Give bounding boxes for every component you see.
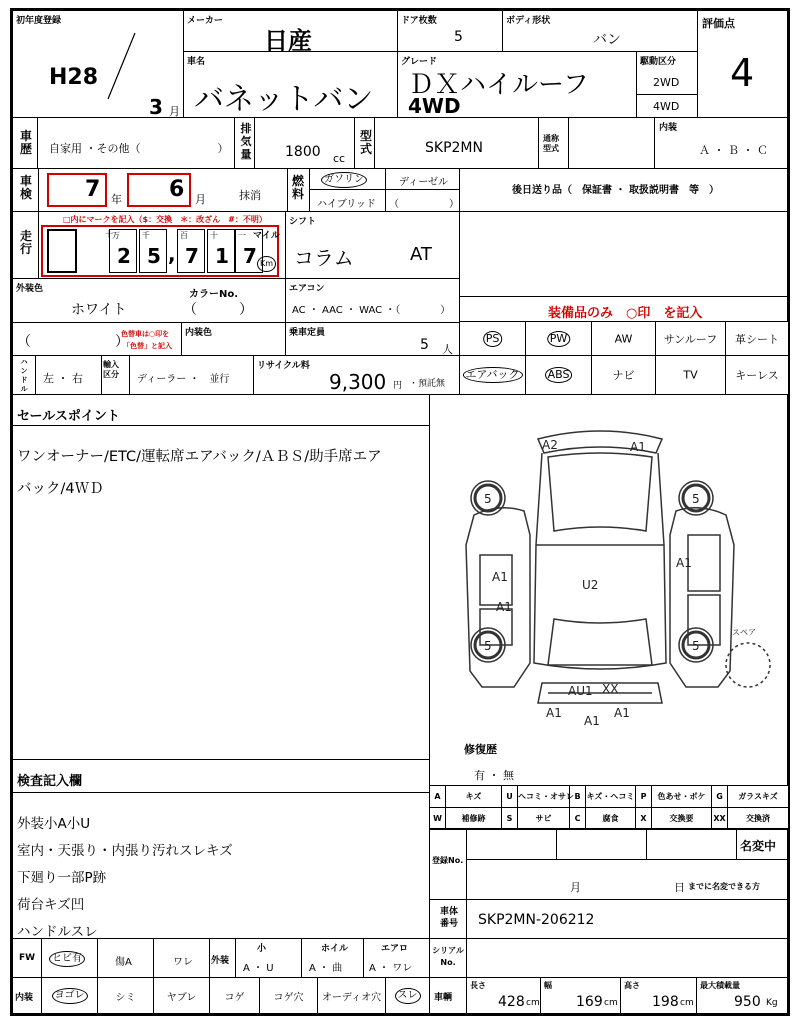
interior-color-row (12, 322, 286, 356)
exterior-color-cell (12, 278, 286, 323)
serial-cell (429, 938, 788, 978)
aircon-cell (285, 278, 460, 323)
fw-crack: ヒビ有 (49, 951, 85, 967)
mileage-digit: 1 (215, 244, 229, 268)
equipment-label: PW (547, 331, 571, 347)
equipment-title: 装備品のみ ○印 を記入 (548, 306, 703, 321)
wheel-label: ホイル (321, 944, 349, 954)
check-note-line: ハンドルスレ (17, 924, 98, 940)
import-label: 輸入 区分 (103, 360, 119, 379)
damage-mark: A1 (496, 600, 512, 614)
repair-history-label: 修復歴 (464, 743, 497, 756)
equipment-cell (459, 321, 526, 356)
doors-label: ドア枚数 (401, 16, 437, 26)
damage-mark: A1 (614, 706, 630, 720)
equipment-cell (591, 321, 656, 356)
score-value: 4 (730, 51, 755, 95)
repair-history-value: 有 ・ 無 (474, 769, 514, 782)
mileage-digit: 5 (147, 244, 161, 268)
check-note-line: 室内・天張り・内張り汚れスレキズ (17, 843, 233, 859)
ext-small-label: 小 (257, 944, 267, 954)
wheel-items: A ・ 曲 (309, 963, 343, 974)
load-value: 950 (734, 994, 761, 1010)
check-note-line: 外装小A小U (17, 816, 91, 832)
length-value: 428 (498, 994, 525, 1010)
color-no-value: （ ） (183, 302, 253, 318)
auction-sheet (10, 8, 790, 1016)
interior-damage-cell (41, 978, 97, 1013)
equipment-cell (655, 321, 726, 356)
fuel-hybrid: ハイブリッド (317, 199, 376, 210)
import-value: ディーラー ・ 並行 (137, 374, 230, 385)
check-note-line: 下廻り一部P跡 (17, 870, 107, 886)
equipment-label: 革シート (735, 332, 779, 346)
interior-damage-cell (209, 978, 259, 1013)
equipment-cell (591, 355, 656, 395)
handle-side: 左 ・ 右 (43, 372, 83, 385)
mileage-digit: 7 (243, 244, 257, 268)
registration-era-year: H28 (49, 65, 99, 90)
damage-mark: A1 (676, 556, 692, 570)
damage-diagram-section (429, 394, 788, 786)
inspection-cancel: 抹消 (239, 189, 261, 202)
doors-cell (397, 10, 503, 52)
shift-label: シフト (289, 217, 317, 227)
drive-divider (637, 94, 697, 95)
equipment-label: ナビ (612, 369, 635, 382)
legend-desc: 腐食 (585, 807, 636, 830)
registration-section (429, 828, 788, 900)
length-unit: cm (526, 998, 540, 1008)
car-name-cell (183, 51, 398, 118)
score-label: 評価点 (702, 17, 735, 30)
handle-row (12, 355, 460, 395)
interior-color-label: 内装色 (185, 328, 213, 338)
damage-mark: XX (602, 682, 619, 696)
inspection-year: 7 (85, 177, 101, 202)
equipment-cell (459, 355, 526, 395)
check-note-line: 荷台キズ凹 (17, 897, 85, 913)
model-value: SKP2MN (425, 140, 483, 156)
exterior-color-label: 外装色 (16, 284, 44, 294)
car-diagram (430, 395, 787, 735)
inspection-month: 6 (169, 177, 185, 202)
month-unit: 月 (169, 105, 180, 118)
equipment-label: ABS (545, 367, 573, 383)
mileage-unit-label: 千 (142, 231, 150, 240)
mile-label: マイル (253, 231, 280, 241)
recycle-unit: 円 (393, 381, 403, 391)
maker-label: メーカー (187, 16, 223, 26)
body-cell (502, 10, 698, 52)
aircon-value: AC ・ AAC ・ WAC ・（ ） (292, 305, 451, 316)
legend-code: C (569, 807, 586, 830)
displacement-value: 1800 (285, 144, 321, 160)
mileage-unit-label: 万 (112, 231, 120, 240)
sales-point-section (12, 394, 430, 760)
equipment-cell (655, 355, 726, 395)
history-row (12, 117, 788, 169)
drive-label: 駆動区分 (640, 57, 677, 67)
interior-grade-label: 内装 (659, 123, 678, 133)
mileage-comma: , (168, 242, 176, 266)
vehicle-size-row (429, 977, 788, 1014)
mileage-digit-box (207, 229, 235, 273)
ext-label: 外装 (211, 956, 230, 966)
documents-cell (459, 168, 788, 212)
displacement-label: 排 気 量 (240, 122, 252, 161)
mileage-label: 走 行 (19, 229, 32, 256)
capacity-label: 乗車定員 (289, 328, 326, 338)
sales-point-line2: バック/4ＷＤ (17, 481, 104, 497)
aircon-label: エアコン (289, 284, 325, 294)
vin-label: 車体 番号 (439, 907, 458, 929)
mileage-unit-label: 百 (180, 231, 188, 240)
mileage-digit: 7 (185, 244, 199, 268)
doors-value: 5 (454, 29, 463, 45)
height-value: 198 (652, 994, 679, 1010)
ext-small-items: A ・ U (243, 963, 274, 974)
size-label: 車輌 (434, 993, 453, 1003)
mileage-digit: 2 (117, 244, 131, 268)
damage-mark: U2 (582, 578, 599, 592)
first-registration-label: 初年度登録 (16, 16, 62, 26)
legend-code: W (429, 807, 446, 830)
registration-label: 登録No. (432, 856, 464, 865)
right-blank-cell (459, 211, 788, 297)
fw-scratch: 傷A (115, 957, 132, 968)
inspection-month-unit: 月 (195, 193, 206, 206)
color-change-paren: （ ） (17, 334, 129, 350)
fw-row (12, 938, 430, 978)
interior-damage-label: ヤブレ (166, 992, 197, 1003)
fuel-other: （ ） (389, 199, 459, 210)
legend-desc: キズ (445, 785, 502, 808)
damage-legend (429, 785, 788, 829)
interior-damage-label: コゲ (224, 992, 245, 1003)
transmission-value: AT (410, 244, 432, 265)
spare-label: スペア (732, 628, 756, 637)
model-label: 型 式 (359, 129, 372, 156)
interior-damage-cell (259, 978, 317, 1013)
vin-section (429, 899, 788, 939)
equipment-label: サンルーフ (663, 332, 718, 346)
damage-mark: 5 (484, 639, 492, 653)
first-registration-cell (12, 10, 184, 118)
damage-mark: 5 (692, 639, 700, 653)
documents-text: 後日送り品（ 保証書 ・ 取扱説明書 等 ） (512, 185, 719, 196)
body-value: バン (593, 32, 621, 48)
legend-desc: 交換要 (651, 807, 712, 830)
car-name-value: バネットバン (194, 82, 374, 117)
maker-cell (183, 10, 398, 55)
interior-damage-row (12, 977, 430, 1014)
registration-day-label: 日 (674, 881, 685, 894)
km-label: Km (257, 256, 276, 272)
mileage-row (12, 211, 286, 279)
capacity-unit: 人 (442, 343, 453, 356)
damage-mark: A2 (542, 438, 558, 452)
interior-damage-cell (97, 978, 153, 1013)
history-label: 車 歴 (19, 129, 32, 156)
check-notes-section (12, 759, 430, 939)
interior-damage-label: コゲ穴 (273, 992, 304, 1003)
fw-broken: ワレ (173, 957, 193, 968)
load-unit: Kg (766, 998, 778, 1008)
damage-mark: 5 (484, 492, 492, 506)
fw-label: FW (19, 953, 36, 963)
score-cell (697, 10, 788, 118)
equipment-label: PS (483, 331, 503, 347)
interior-damage-cell (317, 978, 385, 1013)
width-label: 幅 (544, 981, 552, 990)
name-change-label: 名変中 (740, 839, 777, 853)
legend-desc: 色あせ・ボケ (651, 785, 712, 808)
mileage-prefix-box (47, 229, 77, 273)
body-label: ボディ形状 (506, 16, 551, 26)
damage-mark: A1 (584, 714, 600, 728)
int-label: 内装 (15, 993, 34, 1003)
equipment-cell (525, 321, 592, 356)
legend-code: A (429, 785, 446, 808)
recycle-value: 9,300 (329, 370, 387, 394)
interior-damage-label: ヨゴレ (52, 988, 88, 1004)
grade-line1: ＤＸハイルーフ (408, 70, 589, 100)
capacity-value: 5 (420, 337, 429, 353)
common-model-label: 通称 型式 (543, 134, 559, 153)
damage-mark: A1 (546, 706, 562, 720)
height-label: 高さ (624, 981, 640, 990)
legend-code: U (501, 785, 518, 808)
equipment-label: TV (683, 368, 698, 382)
inspection-label: 車 検 (19, 174, 32, 201)
legend-code: S (501, 807, 518, 830)
legend-desc: ヘコミ・オサレ (517, 785, 570, 808)
equipment-label: エアバック (462, 367, 522, 383)
handle-label: ハ ン ド ル (20, 358, 28, 393)
legend-desc: 補修跡 (445, 807, 502, 830)
equipment-cell (725, 321, 789, 356)
registration-deadline: までに名変できる方 (688, 882, 760, 891)
damage-mark: 5 (692, 492, 700, 506)
vin-value: SKP2MN-206212 (478, 912, 595, 928)
fuel-diesel: ディーゼル (399, 177, 448, 188)
mileage-unit-label: 一 (238, 231, 246, 240)
displacement-unit: cc (333, 152, 346, 165)
inspection-year-unit: 年 (111, 193, 122, 206)
width-value: 169 (576, 994, 603, 1010)
interior-damage-cell (385, 978, 429, 1013)
grade-line2: 4WD (408, 94, 461, 118)
fuel-label: 燃 料 (291, 174, 304, 201)
drive-cell (636, 51, 698, 118)
capacity-cell (285, 322, 460, 356)
interior-damage-label: スレ (395, 988, 421, 1004)
legend-desc: キズ・ヘコミ (585, 785, 636, 808)
mileage-digit-box (177, 229, 205, 273)
legend-code: X (635, 807, 652, 830)
drive-4wd: 4WD (653, 100, 680, 113)
damage-mark: A1 (630, 440, 646, 454)
sales-point-label: セールスポイント (17, 409, 120, 424)
inspection-row (12, 168, 460, 212)
interior-damage-label: オーディオ穴 (321, 992, 382, 1003)
load-label: 最大積載量 (700, 981, 740, 990)
recycle-label: リサイクル料 (257, 361, 310, 371)
width-unit: cm (604, 998, 618, 1008)
legend-code: XX (711, 807, 728, 830)
color-change-note2: 「色替」と記入 (123, 342, 172, 350)
mileage-digit-box (109, 229, 137, 273)
interior-damage-cell (153, 978, 209, 1013)
recycle-deposit: ・預託無 (409, 379, 446, 389)
mileage-unit-label: 十 (210, 231, 218, 240)
equipment-cell (725, 355, 789, 395)
aero-items: A ・ ワレ (369, 963, 413, 974)
mileage-unit-label: 十 (105, 230, 113, 239)
sales-point-line1: ワンオーナー/ETC/運転席エアバック/ＡＢＳ/助手席エア (17, 449, 382, 465)
interior-damage-label: シミ (115, 992, 136, 1003)
equipment-title-cell (459, 296, 788, 322)
fuel-gasoline: ガソリン (321, 172, 367, 188)
registration-month: 3 (149, 95, 163, 119)
color-no-label: カラーNo. (189, 289, 239, 300)
legend-code: B (569, 785, 586, 808)
interior-grade-value: Ａ ・ Ｂ ・ Ｃ (699, 144, 768, 157)
legend-desc: 交換済 (727, 807, 789, 830)
mileage-digit-box (139, 229, 167, 273)
check-notes-label: 検査記入欄 (17, 774, 83, 789)
length-label: 長さ (470, 981, 486, 990)
legend-desc: ガラスキズ (727, 785, 789, 808)
damage-mark: A1 (492, 570, 508, 584)
exterior-color-value: ホワイト (71, 302, 127, 318)
legend-desc: サビ (517, 807, 570, 830)
car-name-label: 車名 (187, 57, 206, 67)
mileage-note: □内にマークを記入（$：交換 ＊：改ざん #：不明） (63, 215, 267, 224)
legend-code: G (711, 785, 728, 808)
history-text: 自家用 ・その他（ ） (49, 142, 229, 155)
height-unit: cm (680, 998, 694, 1008)
shift-cell (285, 211, 460, 279)
damage-mark: AU1 (568, 684, 593, 698)
registration-month-label: 月 (570, 881, 581, 894)
grade-cell (397, 51, 637, 118)
maker-value: 日産 (264, 27, 312, 55)
equipment-cell (525, 355, 592, 395)
shift-value: コラム (294, 246, 354, 270)
equipment-label: AW (614, 332, 633, 345)
color-change-note1: 色替車は○印を (121, 330, 170, 338)
equipment-label: キーレス (735, 369, 779, 382)
drive-2wd: 2WD (653, 76, 680, 89)
legend-code: P (635, 785, 652, 808)
aero-label: エアロ (381, 944, 409, 954)
grade-label: グレード (401, 57, 438, 67)
serial-label: シリアル No. (432, 946, 464, 967)
